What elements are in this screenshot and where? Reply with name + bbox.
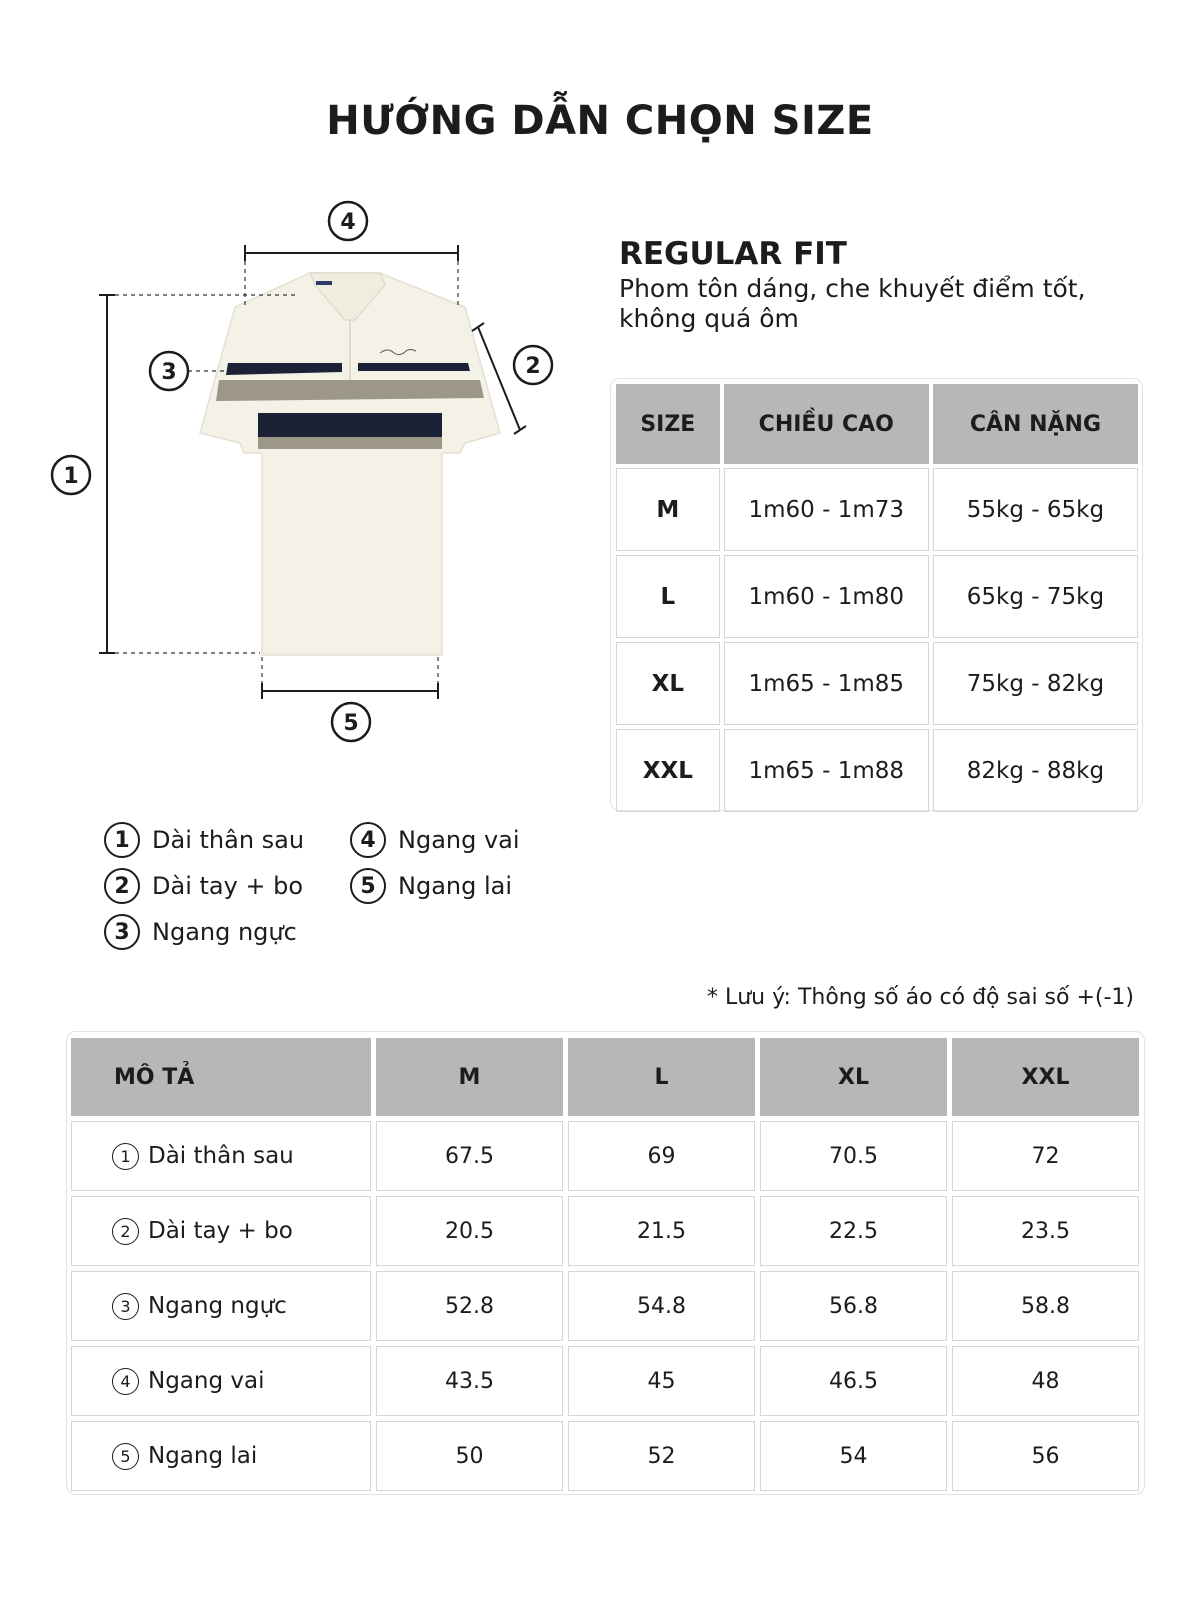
description-header: MÔ TẢ	[71, 1038, 371, 1116]
size-header: SIZE	[616, 384, 720, 464]
table-row	[71, 1421, 1139, 1491]
legend-label: Ngang ngực	[152, 918, 297, 946]
size-m-header: M	[376, 1038, 563, 1116]
value-cell: 52	[568, 1421, 755, 1491]
legend-label: Ngang vai	[398, 826, 520, 854]
value-cell: 50	[376, 1421, 563, 1491]
description-cell	[71, 1346, 371, 1416]
marker-5-text: 5	[343, 711, 359, 736]
value-cell: 54	[760, 1421, 947, 1491]
height-cell: 1m60 - 1m80	[724, 555, 929, 638]
height-cell: 1m65 - 1m85	[724, 642, 929, 725]
height-cell: 1m60 - 1m73	[724, 468, 929, 551]
marker-4-text: 4	[340, 210, 356, 235]
measurement-legend	[104, 822, 624, 962]
description-label: Ngang ngực	[148, 1293, 287, 1319]
value-cell: 21.5	[568, 1196, 755, 1266]
value-cell: 72	[952, 1121, 1139, 1191]
description-cell	[71, 1121, 371, 1191]
legend-item	[104, 914, 297, 950]
description-cell	[71, 1271, 371, 1341]
legend-label: Dài tay + bo	[152, 872, 304, 900]
size-cell: L	[616, 555, 720, 638]
weight-cell: 65kg - 75kg	[933, 555, 1138, 638]
value-cell: 20.5	[376, 1196, 563, 1266]
description-label: Dài thân sau	[148, 1143, 294, 1169]
measurement-table	[66, 1033, 1144, 1496]
value-cell: 43.5	[376, 1346, 563, 1416]
shirt-measurement-diagram	[40, 195, 580, 775]
legend-label: Ngang lai	[398, 872, 513, 900]
value-cell: 22.5	[760, 1196, 947, 1266]
description-label: Ngang vai	[148, 1368, 265, 1394]
value-cell: 52.8	[376, 1271, 563, 1341]
value-cell: 48	[952, 1346, 1139, 1416]
value-cell: 54.8	[568, 1271, 755, 1341]
value-cell: 45	[568, 1346, 755, 1416]
measure-line-hem	[262, 657, 438, 741]
number-badge: 2	[112, 1218, 139, 1245]
value-cell: 69	[568, 1121, 755, 1191]
number-badge: 1	[104, 822, 140, 858]
height-header: CHIỀU CAO	[724, 384, 929, 464]
legend-item	[350, 822, 520, 858]
legend-label: Dài thân sau	[152, 826, 305, 854]
size-cell: XXL	[616, 729, 720, 812]
page-title: HƯỚNG DẪN CHỌN SIZE	[326, 98, 874, 144]
number-badge: 3	[112, 1293, 139, 1320]
legend-item	[104, 822, 304, 858]
size-l-header: L	[568, 1038, 755, 1116]
marker-3-text: 3	[161, 360, 177, 385]
table-row	[616, 642, 1138, 725]
table-row	[71, 1346, 1139, 1416]
number-badge: 4	[350, 822, 386, 858]
value-cell: 46.5	[760, 1346, 947, 1416]
number-badge: 3	[104, 914, 140, 950]
value-cell: 67.5	[376, 1121, 563, 1191]
marker-2-text: 2	[525, 354, 541, 379]
size-cell: XL	[616, 642, 720, 725]
number-badge: 5	[350, 868, 386, 904]
size-table	[612, 380, 1142, 816]
number-badge: 5	[112, 1443, 139, 1470]
shirt-diagram-svg	[40, 195, 580, 775]
number-badge: 2	[104, 868, 140, 904]
fit-title: REGULAR FIT	[619, 236, 847, 272]
description-label: Dài tay + bo	[148, 1218, 293, 1244]
weight-cell: 55kg - 65kg	[933, 468, 1138, 551]
table-row	[71, 1271, 1139, 1341]
fit-description: Phom tôn dáng, che khuyết điểm tốt, không quá ôm	[619, 274, 1086, 333]
weight-cell: 82kg - 88kg	[933, 729, 1138, 812]
legend-item	[104, 868, 303, 904]
table-row	[616, 468, 1138, 551]
size-cell: M	[616, 468, 720, 551]
tolerance-note: * Lưu ý: Thông số áo có độ sai số +(-1)	[706, 985, 1134, 1010]
size-table-header-row	[616, 384, 1138, 464]
number-badge: 4	[112, 1368, 139, 1395]
size-xl-header: XL	[760, 1038, 947, 1116]
weight-header: CÂN NẶNG	[933, 384, 1138, 464]
description-cell	[71, 1196, 371, 1266]
value-cell: 58.8	[952, 1271, 1139, 1341]
description-cell	[71, 1421, 371, 1491]
table-row	[71, 1196, 1139, 1266]
height-cell: 1m65 - 1m88	[724, 729, 929, 812]
size-xxl-header: XXL	[952, 1038, 1139, 1116]
marker-1-text: 1	[63, 464, 79, 489]
table-row	[71, 1121, 1139, 1191]
value-cell: 56.8	[760, 1271, 947, 1341]
value-cell: 23.5	[952, 1196, 1139, 1266]
legend-item	[350, 868, 512, 904]
polo-shirt-illustration	[200, 273, 500, 655]
weight-cell: 75kg - 82kg	[933, 642, 1138, 725]
value-cell: 56	[952, 1421, 1139, 1491]
description-label: Ngang lai	[148, 1443, 258, 1469]
table-row	[616, 555, 1138, 638]
table-row	[616, 729, 1138, 812]
number-badge: 1	[112, 1143, 139, 1170]
measurement-header-row	[71, 1038, 1139, 1116]
value-cell: 70.5	[760, 1121, 947, 1191]
